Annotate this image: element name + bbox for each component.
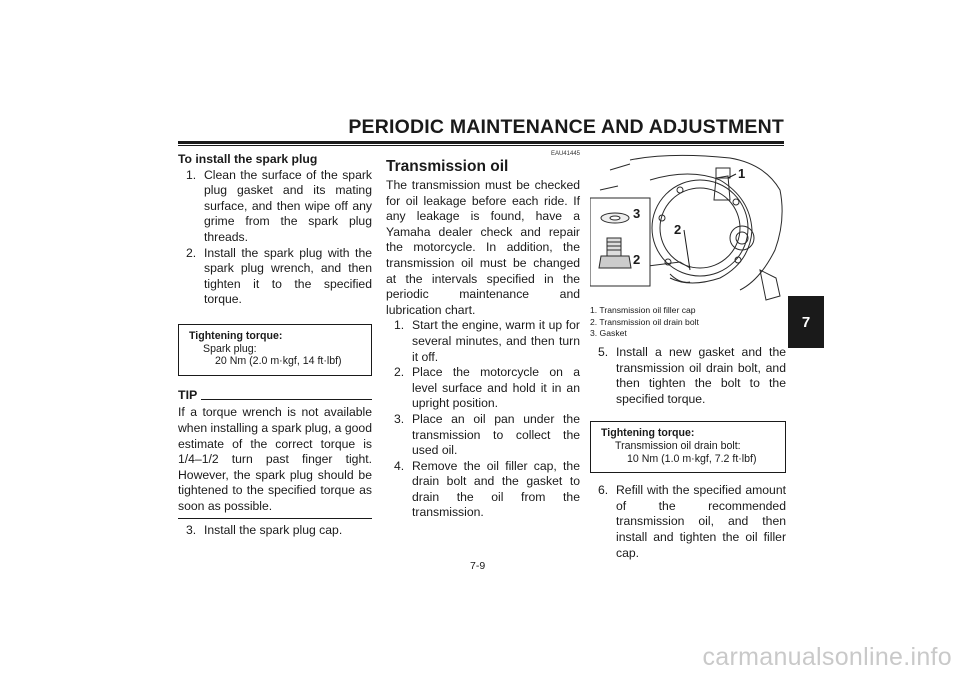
step-number: 2.: [394, 365, 405, 380]
step-text: Install the spark plug with the spark plug wrench, and then tighten it to the specified torque.: [204, 245, 372, 307]
caption-3: 3. Gasket: [590, 328, 627, 339]
label-2: 2: [674, 222, 682, 237]
tip-block: [178, 388, 372, 520]
torque-item: Transmission oil drain bolt:: [615, 439, 741, 452]
header-rule-thin: [178, 145, 784, 146]
caption-1: 1. Transmission oil filler cap: [590, 305, 696, 315]
step-text: Start the engine, warm it up for several minutes, and then turn it off.: [412, 318, 580, 364]
step-number: 2.: [186, 245, 197, 260]
step-text: Clean the surface of the spark plug gasket and its mating surface, and then wipe off any grime from the spark plug threads.: [204, 167, 372, 244]
tip-rule: [201, 398, 372, 400]
watermark: carmanualsonline.info: [702, 643, 952, 671]
step-4: [386, 459, 580, 521]
label-2-left: 2: [633, 252, 641, 267]
step-number: 1.: [394, 318, 405, 333]
section-code: EAU41445: [550, 151, 580, 157]
engine-figure: [590, 150, 786, 302]
step-number: 5.: [598, 345, 609, 359]
step-text: Place the motorcycle on a level surface and hold it in an upright position.: [412, 365, 580, 411]
step-5: [590, 345, 786, 407]
right-column: [590, 345, 786, 561]
torque-value: 10 Nm (1.0 m·kgf, 7.2 ft·lbf): [627, 452, 757, 465]
step-number: 6.: [598, 483, 609, 498]
step-text: Refill with the specified amount of the recommended transmission oil, and then install and tighten the oil filler cap.: [616, 483, 786, 560]
step-text: Remove the oil filler cap, the drain bolt and the gasket to drain the oil from the transmission.: [412, 458, 580, 520]
step-6: [590, 483, 786, 561]
caption-2: 2. Transmission oil drain bolt: [590, 316, 699, 327]
step-2: [386, 365, 580, 412]
tip-header: [178, 388, 372, 404]
step-number: 4.: [394, 458, 405, 473]
engine-illustration: [590, 150, 786, 302]
middle-column: [386, 150, 580, 521]
section-intro: The transmission must be checked for oil leakage before each ride. If any leakage is found, have a Yamaha dealer check and repair the motorcycle. In addition, the transmission oil must be changed at the intervals specified in the periodic maintenance and lubrication chart.: [386, 178, 580, 317]
page-title: PERIODIC MAINTENANCE AND ADJUSTMENT: [348, 116, 784, 138]
tip-text: If a torque wrench is not available when installing a spark plug, a good estimate of the correct torque is 1/4–1/2 turn past finger tight. However, the spark plug should be tightened to the specified torque as soon as possible.: [178, 405, 372, 513]
step-number: 3.: [186, 523, 197, 538]
chapter-tab[interactable]: [788, 296, 824, 348]
torque-value: 20 Nm (2.0 m·kgf, 14 ft·lbf): [215, 355, 342, 368]
label-3: 3: [633, 206, 641, 221]
step-1: [386, 318, 580, 365]
step-text: Place an oil pan under the transmission to collect the used oil.: [412, 411, 580, 458]
left-column: [178, 152, 372, 539]
step-number: 1.: [186, 167, 197, 182]
torque-title: Tightening torque:: [189, 329, 283, 342]
step-3: [178, 523, 372, 539]
step-3: [386, 412, 580, 459]
label-1: 1: [738, 166, 746, 181]
section-heading: To install the spark plug: [178, 152, 318, 166]
torque-item: Spark plug:: [203, 342, 257, 355]
chapter-tab-label: 7: [801, 313, 811, 331]
tip-end-rule: [178, 518, 372, 519]
figure-captions: [590, 305, 786, 340]
step-2: [178, 246, 372, 308]
step-number: 3.: [394, 411, 405, 426]
section-title: Transmission oil: [386, 158, 509, 175]
tip-label: TIP: [178, 387, 198, 402]
step-text: Install the spark plug cap.: [204, 523, 343, 538]
torque-box: [590, 421, 786, 473]
step-text: Install a new gasket and the transmission oil drain bolt, and then tighten the bolt to the specified torque.: [616, 345, 786, 406]
header-rule: [178, 141, 784, 144]
torque-box: [178, 324, 372, 376]
step-1: [178, 168, 372, 246]
torque-title: Tightening torque:: [601, 427, 695, 440]
page-number: 7-9: [470, 560, 486, 572]
